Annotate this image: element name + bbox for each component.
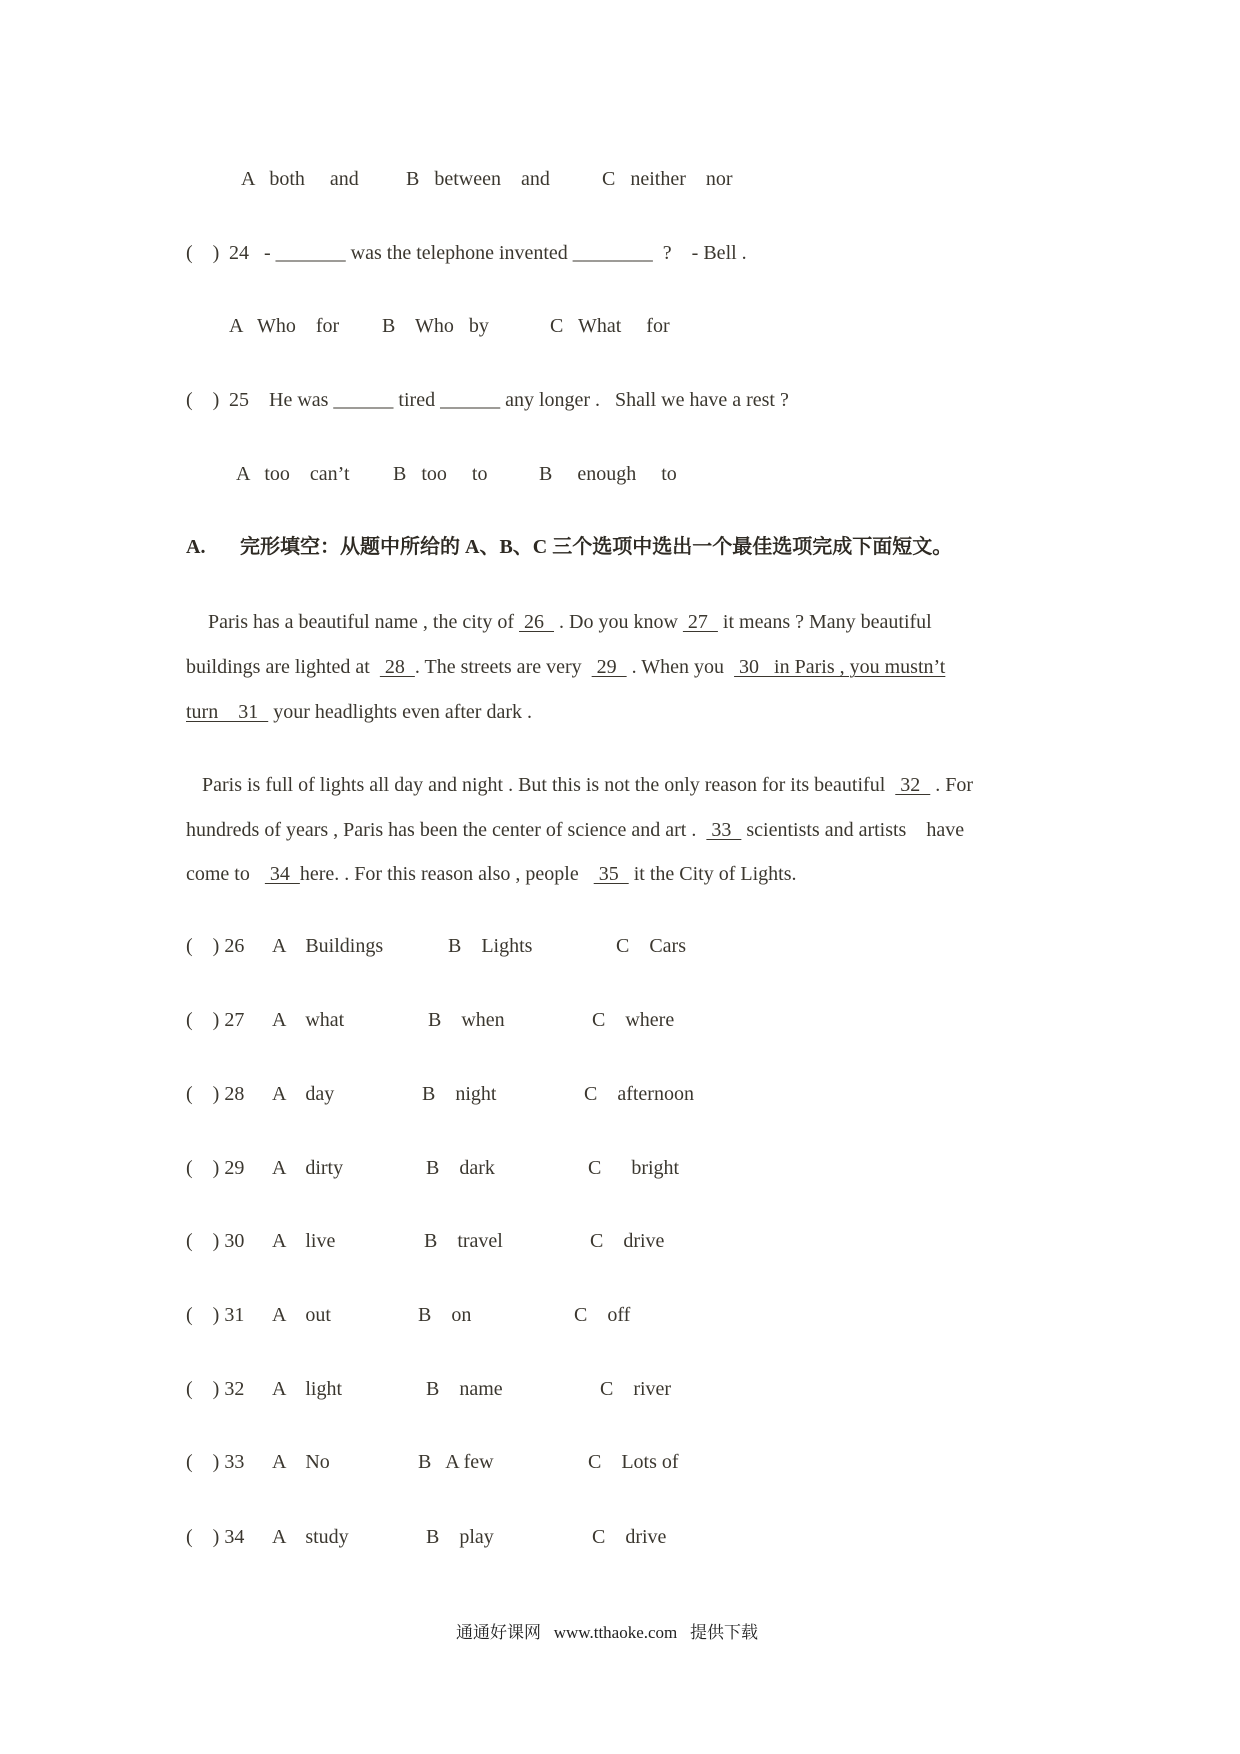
blank-33: 33 (706, 819, 742, 841)
page-footer: 通通好课网 www.tthaoke.com 提供下载 (456, 1623, 759, 1642)
option-a: A Buildings (272, 935, 384, 957)
q25-option-c: B enough to (539, 463, 677, 485)
option-a: A dirty (272, 1157, 344, 1179)
passage-line: buildings are lighted at 28 . The streets are very 29 . When you 30 in Paris , you mustn’t (186, 656, 946, 678)
section-label: A. (186, 536, 206, 558)
question-number: ( ) 34 (186, 1526, 245, 1548)
option-c: C off (574, 1304, 631, 1326)
section-title: 完形填空：从题中所给的 A、B、C 三个选项中选出一个最佳选项完成下面短文。 (240, 536, 953, 558)
blank-26: 26 (519, 611, 555, 633)
question-number: ( ) 33 (186, 1451, 245, 1473)
blank-32: 32 (895, 774, 931, 796)
option-c: C bright (588, 1157, 680, 1179)
q25-option-b: B too to (393, 463, 488, 485)
passage-line: Paris has a beautiful name , the city of 26 . Do you know 27 it means ? Many beautiful (208, 611, 932, 633)
option-c: C drive (592, 1526, 667, 1548)
q24-answer-paren: ( ) (186, 242, 220, 264)
q23-option-c: C neither nor (602, 168, 733, 190)
q24-question: 24 - _______ was the telephone invented ________ ? - Bell . (229, 242, 747, 264)
blank-35: 35 (593, 863, 629, 885)
q24-option-b: B Who by (382, 315, 489, 337)
question-number: ( ) 26 (186, 935, 245, 957)
blank-31: turn 31 (186, 701, 269, 723)
option-c: C where (592, 1009, 675, 1031)
passage-line: come to 34 here. . For this reason also , people 35 it the City of Lights. (186, 863, 797, 885)
passage-line: hundreds of years , Paris has been the center of science and art . 33 scientists and artists have (186, 819, 965, 841)
passage-line: turn 31 your headlights even after dark . (186, 701, 533, 723)
question-number: ( ) 27 (186, 1009, 245, 1031)
blank-27: 27 (682, 611, 718, 633)
passage-line: Paris is full of lights all day and night . But this is not the only reason for its beautiful 32 . For (202, 774, 974, 796)
q23-option-a: A both and (241, 168, 359, 190)
option-a: A live (272, 1230, 336, 1252)
option-a: A light (272, 1378, 343, 1400)
option-b: B when (428, 1009, 505, 1031)
q23-option-b: B between and (406, 168, 550, 190)
blank-29: 29 (591, 656, 627, 678)
q25-answer-paren: ( ) (186, 389, 220, 411)
q25-option-a: A too can’t (236, 463, 350, 485)
option-a: A what (272, 1009, 345, 1031)
option-b: B on (418, 1304, 472, 1326)
option-b: B name (426, 1378, 503, 1400)
question-number: ( ) 30 (186, 1230, 245, 1252)
option-c: C afternoon (584, 1083, 694, 1105)
option-c: C drive (590, 1230, 665, 1252)
blank-34: 34 (264, 863, 300, 885)
option-b: B play (426, 1526, 494, 1548)
question-number: ( ) 29 (186, 1157, 245, 1179)
blank-30: 30 in Paris , you mustn’t (734, 656, 946, 678)
question-number: ( ) 31 (186, 1304, 245, 1326)
option-c: C Lots of (588, 1451, 679, 1473)
question-number: ( ) 28 (186, 1083, 245, 1105)
blank-28: 28 (379, 656, 415, 678)
option-a: A study (272, 1526, 349, 1548)
option-c: C Cars (616, 935, 686, 957)
option-b: B dark (426, 1157, 495, 1179)
option-b: B Lights (448, 935, 533, 957)
option-a: A No (272, 1451, 330, 1473)
option-b: B A few (418, 1451, 494, 1473)
option-a: A day (272, 1083, 335, 1105)
option-a: A out (272, 1304, 331, 1326)
q25-question: 25 He was ______ tired ______ any longer . Shall we have a rest ? (229, 389, 789, 411)
q24-option-c: C What for (550, 315, 670, 337)
question-number: ( ) 32 (186, 1378, 245, 1400)
q24-option-a: A Who for (229, 315, 340, 337)
option-b: B travel (424, 1230, 503, 1252)
option-c: C river (600, 1378, 672, 1400)
option-b: B night (422, 1083, 497, 1105)
